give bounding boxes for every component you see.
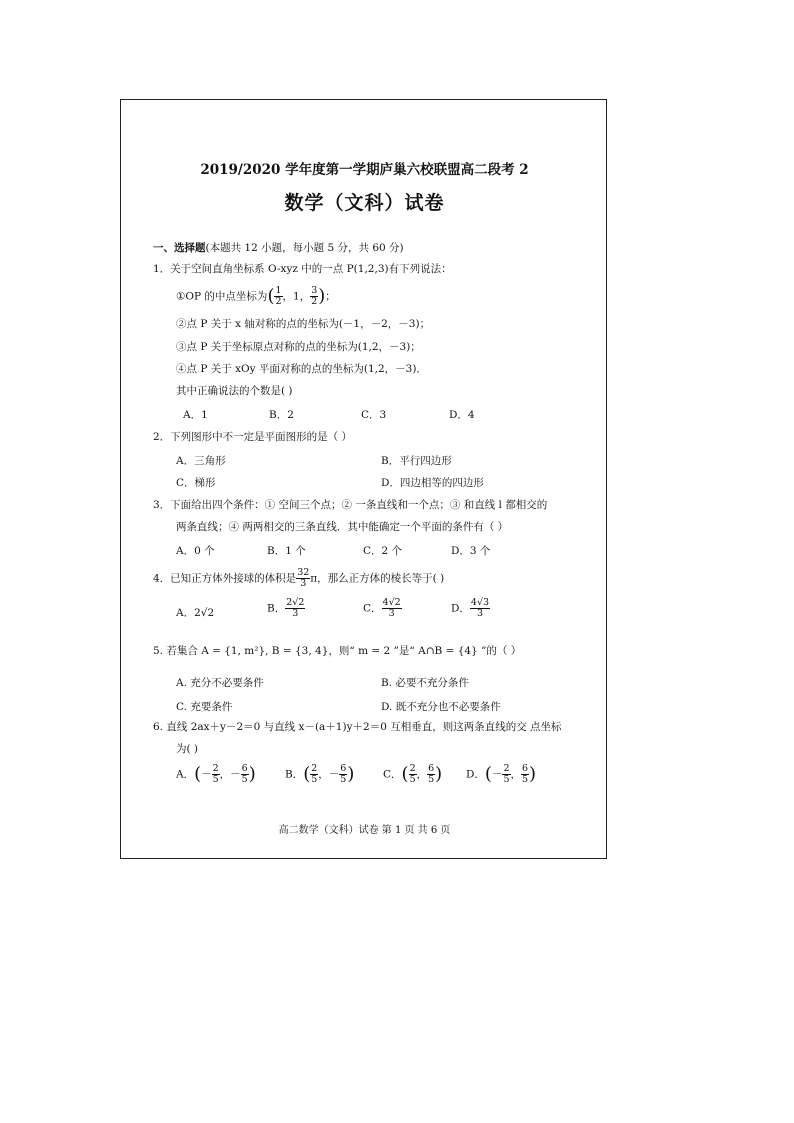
paren-open: (	[401, 763, 409, 785]
q1-s1-prefix: ①OP 的中点坐标为	[176, 290, 268, 303]
section-desc: (本题共 12 小题，每小题 5 分，共 60 分)	[205, 242, 404, 254]
frac-den: 5	[212, 774, 219, 785]
frac-den: 5	[340, 774, 347, 785]
q2-option-b: B．平行四边形	[381, 455, 452, 467]
option-value: 2√2	[194, 607, 215, 619]
paren-close: )	[529, 763, 537, 785]
frac-num: 6	[340, 763, 347, 774]
frac-den: 5	[428, 774, 435, 785]
q1-s1-suffix: ；	[325, 290, 336, 303]
q4-stem-a: 4．已知正方体外接球的体积是	[153, 572, 297, 585]
separator: ，	[416, 768, 428, 781]
q6-option-b	[285, 764, 354, 785]
frac-den: 2	[275, 296, 282, 307]
option-frac	[382, 598, 402, 619]
frac-num: 4√2	[382, 597, 401, 608]
option-frac	[212, 764, 220, 785]
q3-option-a: A．0 个	[176, 545, 215, 557]
q3-option-b: B．1 个	[267, 545, 306, 557]
q6-option-a	[176, 764, 256, 785]
q4-option-a	[176, 605, 214, 620]
q2-stem: 2．下列图形中不一定是平面图形的是（ ）	[153, 431, 353, 443]
paren-close: )	[347, 763, 355, 785]
minus-sign: －	[201, 768, 212, 781]
q4-option-b	[267, 598, 305, 619]
q6-option-d	[466, 764, 536, 785]
option-label: B．	[285, 768, 304, 781]
exam-subtitle: 数学（文科）试卷	[284, 192, 445, 214]
minus-sign: －	[491, 768, 503, 781]
q4-option-d	[451, 598, 490, 619]
q5-stem: 5. 若集合 A = {1, m²}, B = {3, 4}，则“ m = 2 ”是“ A∩B = {4} ”的（ ）	[153, 645, 522, 657]
frac-den: 3	[300, 578, 307, 589]
q3-option-d: D．3 个	[451, 545, 491, 557]
frac-den: 3	[388, 608, 395, 619]
option-frac	[502, 764, 510, 785]
q2-option-d: D．四边相等的四边形	[381, 477, 484, 489]
frac-num: 6	[241, 763, 248, 774]
q5-option-b: B. 必要不充分条件	[381, 677, 469, 689]
option-label: A．	[176, 768, 195, 781]
q1-option-d: D．4	[449, 409, 475, 421]
frac-num: 2	[409, 763, 416, 774]
frac-num: 2	[311, 763, 318, 774]
frac-den: 3	[476, 608, 484, 619]
q3-line-1: 3．下面给出四个条件：① 空间三个点；② 一条直线和一个点；③ 和直线 l 都相交的	[153, 499, 548, 511]
exam-page-frame	[120, 99, 607, 859]
q4-stem	[153, 568, 444, 589]
paren-close: )	[248, 763, 256, 785]
section-heading	[153, 240, 404, 255]
frac-num: 1	[275, 285, 282, 296]
frac-num: 4√3	[470, 597, 490, 608]
paren-open: (	[267, 285, 275, 307]
frac-num: 2	[212, 763, 219, 774]
option-label: D．	[466, 768, 485, 781]
option-frac	[521, 764, 529, 785]
frac-num: 3	[311, 285, 318, 296]
q4-stem-b: π，那么正方体的棱长等于( )	[310, 572, 445, 585]
exam-title: 2019/2020 学年度第一学期庐巢六校联盟高二段考 2	[200, 162, 529, 178]
frac-den: 3	[292, 608, 299, 619]
option-frac	[427, 764, 435, 785]
separator: ，－	[219, 768, 241, 781]
q3-line-2: 两条直线；④ 两两相交的三条直线．其中能确定一个平面的条件有（ ）	[176, 521, 509, 533]
q1-statement-3: ③点 P 关于坐标原点对称的点的坐标为(1,2，－3)；	[176, 341, 421, 353]
q3-option-c: C．2 个	[363, 545, 403, 557]
frac-num: 2√2	[286, 597, 305, 608]
frac-num: 32	[297, 567, 310, 578]
q1-stem: 1．关于空间直角坐标系 O-xyz 中的一点 P(1,2,3)有下列说法：	[153, 263, 452, 275]
q1-option-a: A．1	[183, 409, 208, 421]
q1-statement-4: ④点 P 关于 xOy 平面对称的点的坐标为(1,2，－3)．	[176, 363, 427, 375]
separator: ，－	[318, 768, 340, 781]
option-label: B．	[267, 602, 286, 615]
q6-option-c	[383, 764, 442, 785]
option-label: D．	[451, 602, 470, 615]
option-label: A．	[176, 607, 195, 619]
q6-line-1: 6. 直线 2ax＋y－2＝0 与直线 x－(a＋1)y＋2＝0 互相垂直，则这两条直线的交 点坐标	[153, 721, 562, 733]
q4-volume-frac	[296, 568, 310, 589]
option-frac	[409, 764, 417, 785]
option-label: C．	[383, 768, 402, 781]
q5-option-a: A. 充分不必要条件	[176, 677, 264, 689]
page-footer: 高二数学（文科）试卷 第 1 页 共 6 页	[278, 825, 451, 836]
option-label: C．	[363, 602, 382, 615]
paren-open: (	[194, 763, 202, 785]
q2-option-c: C．梯形	[176, 477, 216, 489]
q5-option-d: D. 既不充分也不必要条件	[381, 701, 501, 713]
frac-den: 5	[241, 774, 248, 785]
paren-open: (	[484, 763, 492, 785]
section-label: 一、选择题	[153, 242, 206, 254]
option-frac	[241, 764, 249, 785]
q1-statement-1	[176, 286, 336, 307]
frac-num: 6	[428, 763, 435, 774]
q2-option-a: A．三角形	[176, 455, 226, 467]
frac-den: 5	[409, 774, 416, 785]
paren-close: )	[435, 763, 443, 785]
frac-den: 2	[311, 296, 318, 307]
paren-close: )	[318, 285, 326, 307]
frac-den: 5	[503, 774, 510, 785]
q1-option-b: B．2	[269, 409, 294, 421]
q1-statement-2: ②点 P 关于 x 轴对称的点的坐标为(－1，－2，－3)；	[176, 318, 431, 330]
option-frac	[285, 598, 305, 619]
frac-den: 5	[522, 774, 529, 785]
q1-s1-mid: ，1，	[282, 290, 311, 303]
q4-option-c	[363, 598, 402, 619]
q1-ask: 其中正确说法的个数是( )	[176, 385, 293, 397]
option-frac	[470, 598, 490, 619]
q1-frac-a	[274, 286, 282, 307]
paren-open: (	[303, 763, 311, 785]
q1-option-c: C．3	[361, 409, 387, 421]
frac-num: 6	[522, 763, 529, 774]
separator: ，	[510, 768, 521, 781]
q5-option-c: C. 充要条件	[176, 701, 233, 713]
frac-den: 5	[311, 774, 318, 785]
q6-line-2: 为( )	[176, 743, 199, 755]
frac-num: 2	[503, 763, 510, 774]
